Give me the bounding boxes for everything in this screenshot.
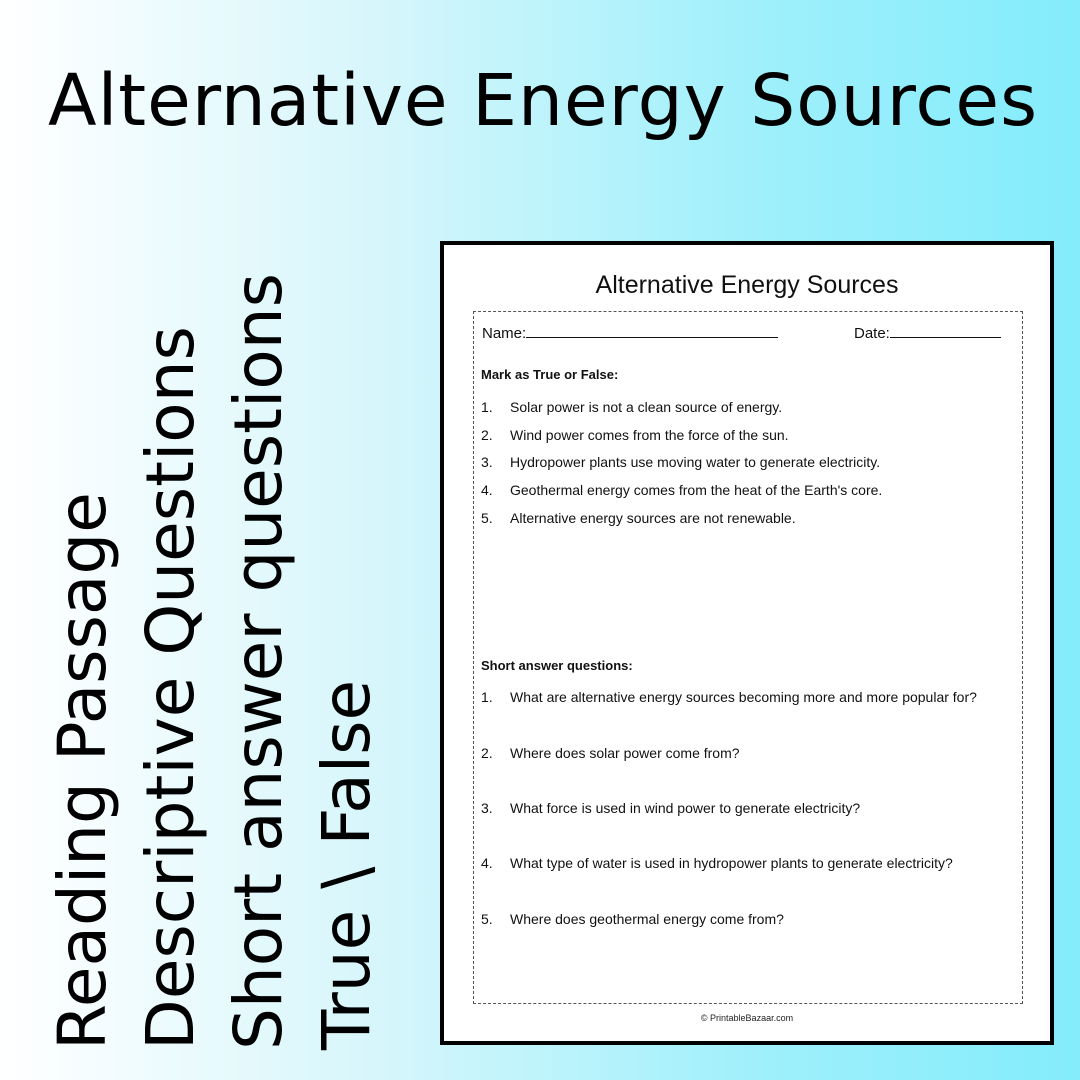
date-field <box>854 324 1001 342</box>
side-label-reading-passage: Reading Passage <box>44 492 121 1050</box>
date-label: Date: <box>854 325 890 342</box>
side-label-short-answer-questions: Short answer questions <box>220 273 297 1050</box>
worksheet-preview <box>440 241 1054 1045</box>
true-false-heading: Mark as True or False: <box>481 367 619 382</box>
copyright-credit: © PrintableBazaar.com <box>700 1013 794 1023</box>
cover-title: Alternative Energy Sources <box>48 59 1039 142</box>
side-label-descriptive-questions: Descriptive Questions <box>132 326 209 1050</box>
true-false-item: 5. Alternative energy sources are not renewable. <box>481 510 796 526</box>
short-answer-item: 3. What force is used in wind power to generate electricity? <box>481 800 861 816</box>
name-label: Name: <box>482 325 527 342</box>
short-answer-item: 5. Where does geothermal energy come from? <box>481 911 784 927</box>
worksheet-title: Alternative Energy Sources <box>595 271 899 299</box>
short-answer-item: 4. What type of water is used in hydropower plants to generate electricity? <box>481 855 953 871</box>
short-answer-item: 1. What are alternative energy sources becoming more and more popular for? <box>481 689 977 705</box>
short-answer-heading: Short answer questions: <box>481 658 633 673</box>
date-blank-line <box>890 324 1001 338</box>
true-false-item: 3. Hydropower plants use moving water to generate electricity. <box>481 454 881 470</box>
true-false-item: 1. Solar power is not a clean source of energy. <box>481 399 783 415</box>
true-false-item: 2. Wind power comes from the force of the sun. <box>481 427 789 443</box>
short-answer-item: 2. Where does solar power come from? <box>481 745 740 761</box>
side-label-true-false: True \ False <box>308 679 385 1050</box>
worksheet-content-box <box>473 311 1023 1004</box>
name-field <box>482 324 778 342</box>
side-labels <box>40 270 385 1050</box>
name-blank-line <box>526 324 778 338</box>
true-false-item: 4. Geothermal energy comes from the heat of the Earth's core. <box>481 482 883 498</box>
